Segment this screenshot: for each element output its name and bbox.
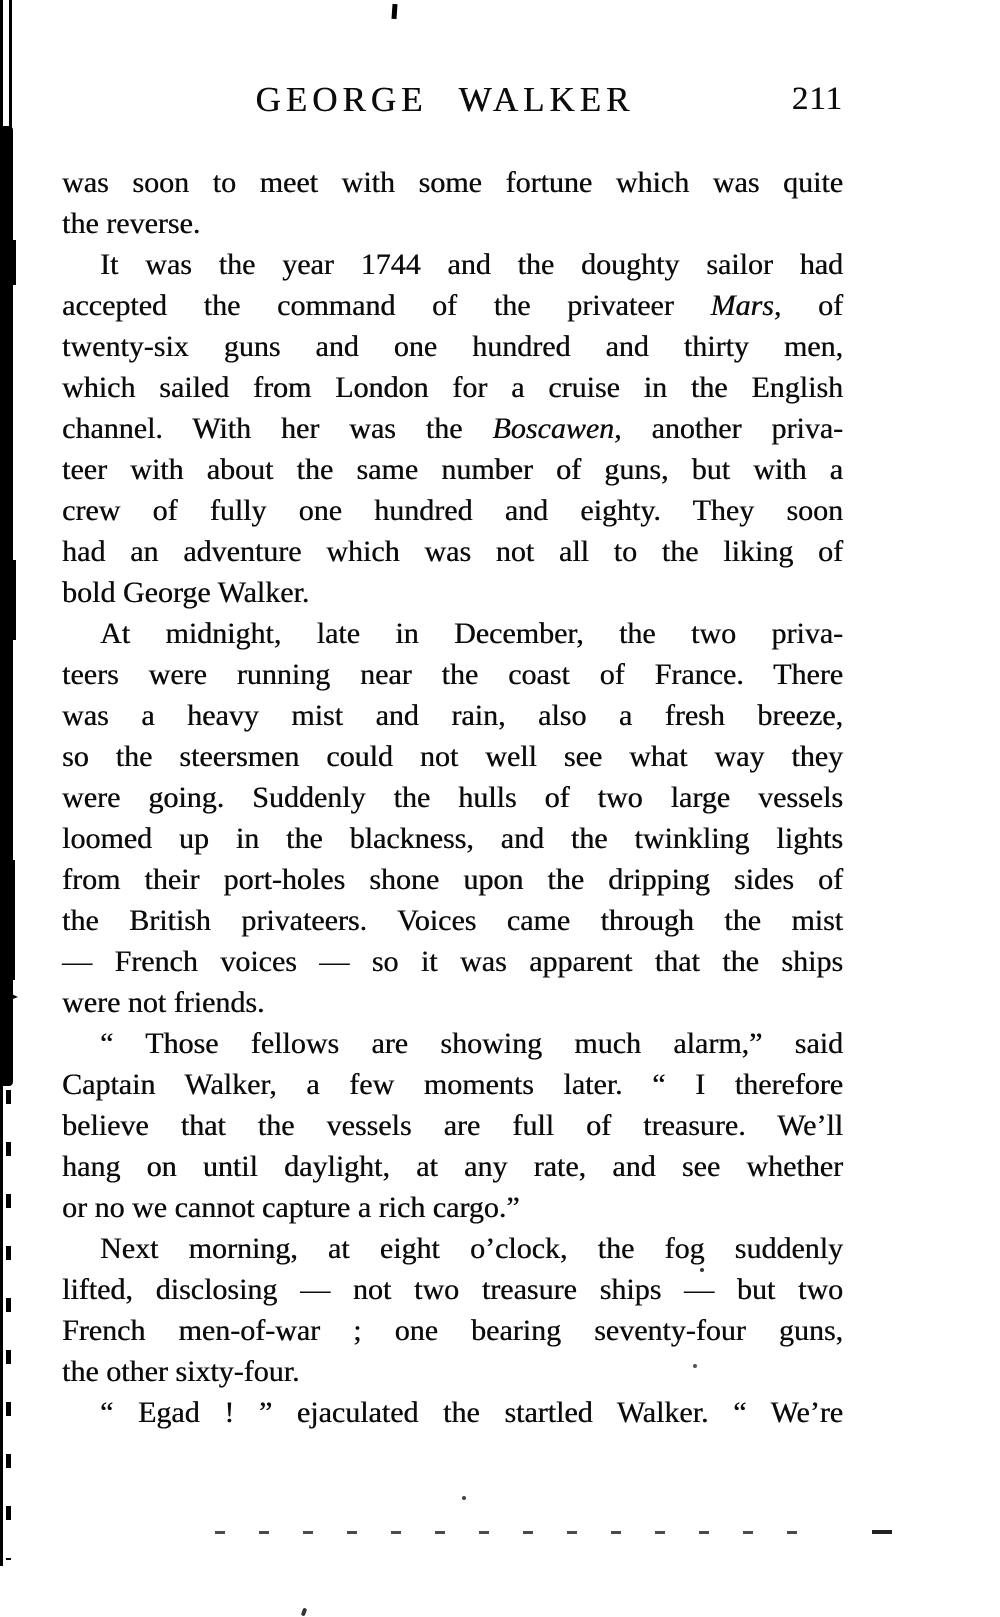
text-line: loomed up in the blackness, and the twinkling lights [62, 822, 843, 855]
bleed-through-artifact [215, 1531, 825, 1534]
text-line: was a heavy mist and rain, also a fresh breeze, [62, 699, 843, 732]
text-line: which sailed from London for a cruise in the English [62, 371, 843, 404]
text-line: channel. With her was the Boscawen, another priva- [62, 412, 843, 445]
text-line: the reverse. [62, 207, 201, 240]
text-line: teer with about the same number of guns, but with a [62, 453, 843, 486]
text-line: Next morning, at eight o’clock, the fog suddenly [100, 1232, 843, 1265]
text-line: hang on until daylight, at any rate, and see whether [62, 1150, 843, 1183]
ink-speck [301, 1608, 307, 1617]
ink-speck [462, 1496, 466, 1500]
text-line: Captain Walker, a few moments later. “ I therefore [62, 1068, 843, 1101]
binding-edge-dashes [6, 1090, 11, 1560]
text-line: the British privateers. Voices came through the mist [62, 904, 843, 937]
bleed-through-artifact [872, 1530, 892, 1534]
text-line: was soon to meet with some fortune which was quite [62, 166, 843, 199]
text-line: were not friends. [62, 986, 265, 1019]
text-line: lifted, disclosing — not two treasure ships — but two [62, 1273, 843, 1306]
text-line: crew of fully one hundred and eighty. They soon [62, 494, 843, 527]
text-line: — French voices — so it was apparent that the ships [62, 945, 843, 978]
binding-edge-bump [13, 860, 15, 980]
text-line: “ Egad ! ” ejaculated the startled Walker. “ We’re [100, 1396, 843, 1429]
ink-speck [391, 4, 397, 19]
running-header [62, 80, 843, 122]
text-line: accepted the command of the privateer Mars, of [62, 289, 843, 322]
text-line: bold George Walker. [62, 576, 310, 609]
text-line: had an adventure which was not all to the liking of [62, 535, 843, 568]
page-title: GEORGE WALKER [255, 80, 635, 119]
margin-arrow-mark [5, 991, 18, 1002]
text-line: “ Those fellows are showing much alarm,” said [100, 1027, 843, 1060]
page-text [62, 162, 843, 1433]
text-line: so the steersmen could not well see what way they [62, 740, 843, 773]
text-line: from their port-holes shone upon the dripping sides of [62, 863, 843, 896]
page-number: 211 [791, 81, 843, 117]
text-line: French men-of-war ; one bearing seventy-four guns, [62, 1314, 843, 1347]
text-line: or no we cannot capture a rich cargo.” [62, 1191, 520, 1224]
text-line: teers were running near the coast of France. There [62, 658, 843, 691]
binding-edge-bump [13, 240, 16, 285]
text-line: the other sixty-four. [62, 1355, 300, 1388]
text-line: It was the year 1744 and the doughty sailor had [100, 248, 843, 281]
text-line: were going. Suddenly the hulls of two large vessels [62, 781, 843, 814]
binding-edge-bump [13, 560, 16, 640]
binding-edge-line [9, 0, 12, 130]
text-line: twenty-six guns and one hundred and thirty men, [62, 330, 843, 363]
text-line: believe that the vessels are full of treasure. We’ll [62, 1109, 843, 1142]
text-line: At midnight, late in December, the two priva- [100, 617, 843, 650]
binding-edge-bar [0, 126, 13, 1086]
